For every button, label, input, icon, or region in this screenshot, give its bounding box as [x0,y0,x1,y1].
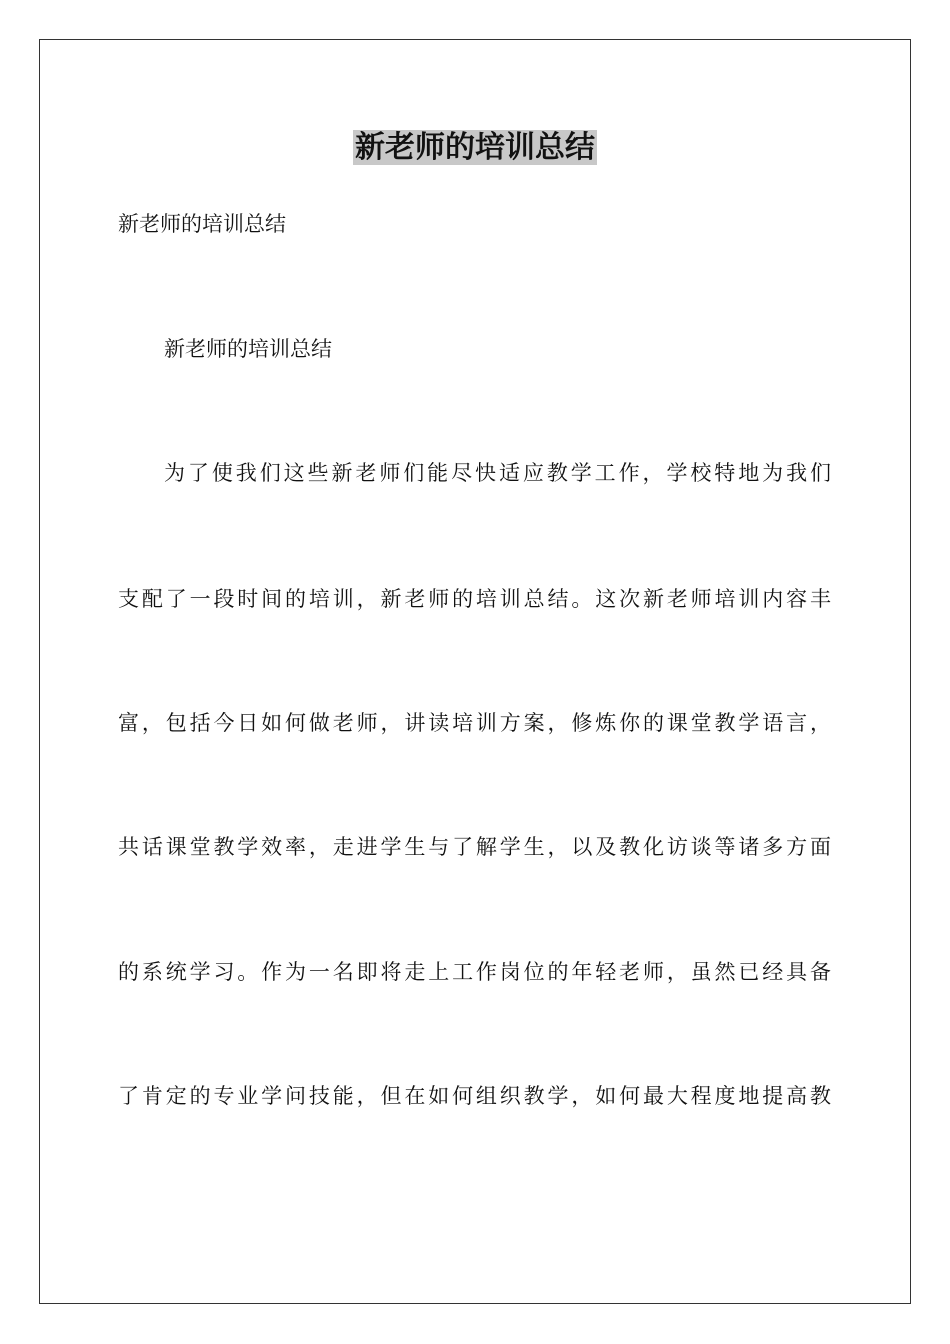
document-title [0,128,950,168]
paragraph-line: 富，包括今日如何做老师，讲读培训方案，修炼你的课堂教学语言， [118,711,832,735]
paragraph-line: 支配了一段时间的培训，新老师的培训总结。这次新老师培训内容丰 [118,587,832,611]
paragraph-line: 的系统学习。作为一名即将走上工作岗位的年轻老师，虽然已经具备 [118,960,832,984]
section-heading: 新老师的培训总结 [164,337,332,361]
document-subtitle: 新老师的培训总结 [118,212,286,236]
document-title-text: 新老师的培训总结 [355,130,595,165]
paragraph-line: 为了使我们这些新老师们能尽快适应教学工作，学校特地为我们 [164,461,832,485]
paragraph-line: 了肯定的专业学问技能，但在如何组织教学，如何最大程度地提高教 [118,1084,832,1108]
paragraph-line: 共话课堂教学效率，走进学生与了解学生，以及教化访谈等诸多方面 [118,835,832,859]
